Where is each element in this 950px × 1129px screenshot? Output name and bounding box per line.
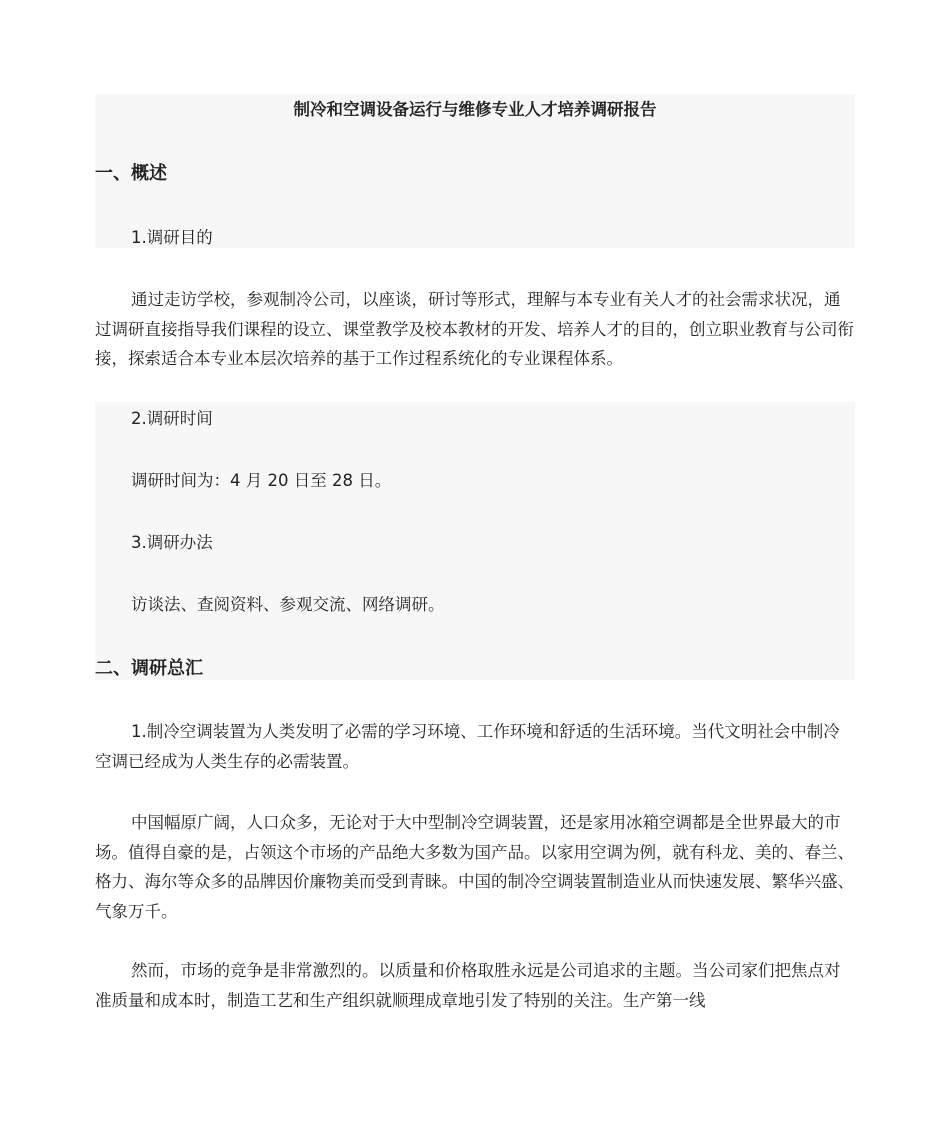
- section-heading-overview: 一、概述: [95, 163, 167, 184]
- paragraph-purpose: 通过走访学校，参观制冷公司，以座谈，研讨等形式，理解与本专业有关人才的社会需求状况，通过调研直接指导我们课程的设立、课堂教学及校本教材的开发、培养人才的目的，创立职业教育与公司衔接，探索适合本专业本层次培养的基于工作过程系统化的专业课程体系。: [95, 290, 854, 368]
- subheading-method: 3.调研办法: [131, 533, 213, 552]
- subheading-time: 2.调研时间: [131, 409, 213, 428]
- section-heading-summary: 二、调研总汇: [95, 658, 203, 679]
- document-title: 制冷和空调设备运行与维修专业人才培养调研报告: [293, 100, 657, 119]
- paragraph-summary-2: 中国幅原广阔，人口众多，无论对于大中型制冷空调装置，还是家用冰箱空调都是全世界最大的市场。值得自豪的是，占领这个市场的产品绝大多数为国产品。以家用空调为例，就有科龙、美的、春兰、格力、海尔等众多的品牌因价廉物美而受到青睐。中国的制冷空调装置制造业从而快速发展、繁华兴盛、气象万千。: [95, 813, 854, 921]
- paragraph-summary-1: 1.制冷空调装置为人类发明了必需的学习环境、工作环境和舒适的生活环境。当代文明社会中制冷空调已经成为人类生存的必需装置。: [95, 722, 840, 771]
- paragraph-summary-3: 然而，市场的竞争是非常激烈的。以质量和价格取胜永远是公司追求的主题。当公司家们把焦点对准质量和成本时，制造工艺和生产组织就顺理成章地引发了特别的关注。生产第一线: [95, 961, 841, 1010]
- paragraph-method: 访谈法、查阅资料、参观交流、网络调研。: [131, 595, 445, 614]
- subheading-purpose: 1.调研目的: [131, 228, 213, 247]
- paragraph-time: 调研时间为：4 月 20 日至 28 日。: [131, 471, 392, 490]
